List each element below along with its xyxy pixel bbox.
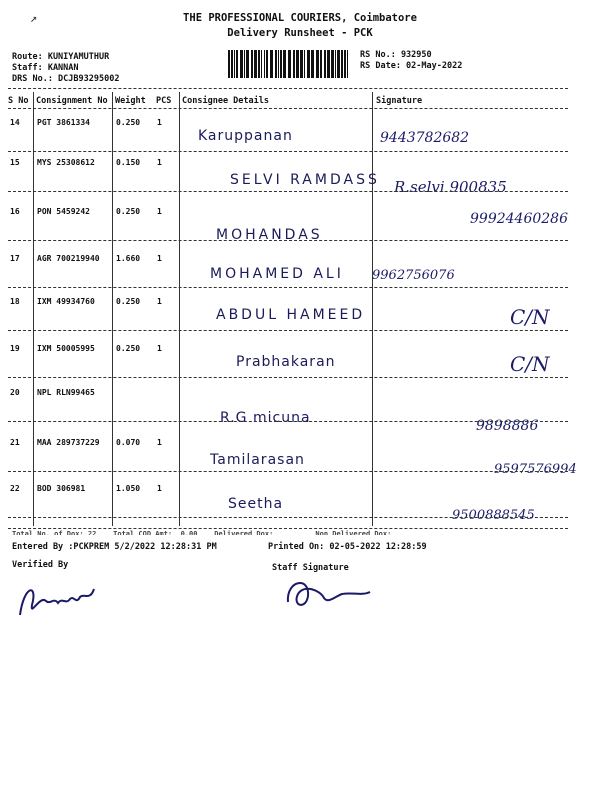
barcode-bar: [335, 50, 336, 78]
row-separator: [8, 517, 568, 518]
row-separator: [8, 287, 568, 288]
totals-line: Total No. of Dox: 22 Total COD Amt: 0.00 Delivered Dox: Non Delivered Dox:: [12, 530, 392, 535]
row-signature: 9443782682: [380, 130, 470, 146]
row-separator: [8, 191, 568, 192]
row-consignee-name: R.G micuna: [220, 410, 311, 426]
barcode-bar: [327, 50, 330, 78]
barcode-bar: [283, 50, 286, 78]
barcode-bar: [258, 50, 260, 78]
row-consignment-no: PGT 3861334: [37, 118, 90, 127]
row-consignee-name: Prabhakaran: [236, 354, 336, 370]
barcode-bar: [266, 50, 268, 78]
col-signature: Signature: [376, 96, 423, 106]
row-consignment-no: IXM 50005995: [37, 344, 95, 353]
company-title: THE PROFESSIONAL COURIERS, Coimbatore: [183, 12, 417, 24]
row-serial: 20: [10, 388, 20, 397]
row-pcs: 1: [157, 484, 162, 493]
row-weight: 1.660: [116, 254, 141, 263]
row-serial: 21: [10, 438, 20, 447]
verifier-signature-image: [10, 575, 110, 625]
col-divider: [33, 92, 34, 526]
row-serial: 14: [10, 118, 20, 127]
barcode-bar: [251, 50, 253, 78]
row-consignee-name: Karuppanan: [198, 128, 293, 144]
barcode-bar: [288, 50, 291, 78]
corner-mark: ↗: [30, 11, 38, 25]
row-weight: 0.250: [116, 344, 141, 353]
row-consignee-name: Tamilarasan: [210, 452, 305, 468]
barcode-bar: [320, 50, 322, 78]
col-sno: S No: [8, 96, 29, 106]
row-signature: 9597576994: [494, 462, 577, 477]
row-consignment-no: MAA 289737229: [37, 438, 100, 447]
row-serial: 18: [10, 297, 20, 306]
printed-on: Printed On: 02-05-2022 12:28:59: [268, 542, 427, 552]
row-pcs: 1: [157, 438, 162, 447]
entered-by: Entered By :PCKPREM 5/2/2022 12:28:31 PM: [12, 542, 217, 552]
row-separator: [8, 151, 568, 152]
row-separator: [8, 471, 568, 472]
barcode-bar: [246, 50, 249, 78]
header-bottom-rule: [8, 108, 568, 109]
row-consignee-name: ABDUL HAMEED: [216, 307, 366, 323]
row-signature: 9898886: [476, 418, 539, 434]
staff-signature-image: [280, 570, 380, 615]
barcode-bar: [270, 50, 273, 78]
col-divider: [372, 92, 373, 526]
row-pcs: 1: [157, 344, 162, 353]
rs-number: RS No.: 932950: [360, 50, 432, 60]
barcode-bar: [311, 50, 314, 78]
barcode-bar: [347, 50, 348, 78]
row-weight: 0.250: [116, 207, 141, 216]
staff-label: Staff: KANNAN: [12, 63, 79, 73]
row-signature: 99924460286: [470, 211, 568, 227]
row-serial: 16: [10, 207, 20, 216]
barcode-bar: [240, 50, 243, 78]
row-serial: 15: [10, 158, 20, 167]
row-serial: 17: [10, 254, 20, 263]
runsheet-title: Delivery Runsheet - PCK: [227, 27, 373, 39]
barcode-bar: [261, 50, 262, 78]
col-consignment: Consignment No: [36, 96, 108, 106]
row-serial: 19: [10, 344, 20, 353]
row-separator: [8, 377, 568, 378]
barcode-bar: [280, 50, 282, 78]
barcode-bar: [293, 50, 295, 78]
row-signature: 9962756076: [372, 268, 455, 283]
row-signature: C/N: [510, 305, 550, 329]
col-divider: [112, 92, 113, 526]
barcode-bar: [244, 50, 245, 78]
row-weight: 0.250: [116, 118, 141, 127]
barcode-bar: [331, 50, 334, 78]
barcode-bar: [337, 50, 340, 78]
row-consignment-no: MYS 25308612: [37, 158, 95, 167]
footer-rule: [8, 528, 568, 529]
row-consignee-name: Seetha: [228, 496, 284, 512]
barcode-bar: [275, 50, 277, 78]
row-consignment-no: BOD 306981: [37, 484, 86, 493]
row-signature: C/N: [510, 352, 550, 376]
barcode-bar: [307, 50, 310, 78]
row-separator: [8, 330, 568, 331]
barcode-bar: [316, 50, 319, 78]
row-weight: 0.150: [116, 158, 141, 167]
barcode-bar: [341, 50, 343, 78]
col-weight: Weight: [115, 96, 146, 106]
row-weight: 1.050: [116, 484, 141, 493]
barcode-bar: [236, 50, 238, 78]
barcode-bar: [304, 50, 305, 78]
row-consignee-name: MOHAMED ALI: [210, 266, 344, 282]
row-separator: [8, 421, 568, 422]
rs-date: RS Date: 02-May-2022: [360, 61, 463, 71]
barcode-bar: [296, 50, 299, 78]
row-consignment-no: NPL RLN99465: [37, 388, 95, 397]
header-top-rule: [8, 88, 568, 89]
row-consignment-no: PON 5459242: [37, 207, 90, 216]
row-weight: 0.070: [116, 438, 141, 447]
row-serial: 22: [10, 484, 20, 493]
col-consignee: Consignee Details: [182, 96, 269, 106]
row-pcs: 1: [157, 207, 162, 216]
col-pcs: PCS: [156, 96, 172, 106]
row-signature: R.selvi 900835: [394, 178, 507, 196]
row-pcs: 1: [157, 254, 162, 263]
row-consignment-no: AGR 700219940: [37, 254, 100, 263]
drs-label: DRS No.: DCJB93295002: [12, 74, 120, 84]
col-divider: [179, 92, 180, 526]
barcode-image: [228, 50, 350, 78]
row-consignee-name: SELVI RAMDASS: [230, 172, 380, 188]
row-signature: 9500888545: [452, 508, 535, 523]
barcode-bar: [278, 50, 279, 78]
barcode-bar: [231, 50, 233, 78]
barcode-bar: [264, 50, 265, 78]
row-consignment-no: IXM 49934760: [37, 297, 95, 306]
row-consignee-name: MOHANDAS: [216, 227, 323, 243]
row-separator: [8, 240, 568, 241]
barcode-bar: [344, 50, 346, 78]
barcode-bar: [228, 50, 230, 78]
barcode-bar: [324, 50, 326, 78]
route-label: Route: KUNIYAMUTHUR: [12, 52, 110, 62]
row-pcs: 1: [157, 297, 162, 306]
row-pcs: 1: [157, 118, 162, 127]
staff-signature-label: Staff Signature: [272, 563, 349, 573]
row-weight: 0.250: [116, 297, 141, 306]
barcode-bar: [234, 50, 235, 78]
barcode-bar: [300, 50, 303, 78]
barcode-bar: [254, 50, 257, 78]
verified-by-label: Verified By: [12, 560, 69, 570]
row-pcs: 1: [157, 158, 162, 167]
